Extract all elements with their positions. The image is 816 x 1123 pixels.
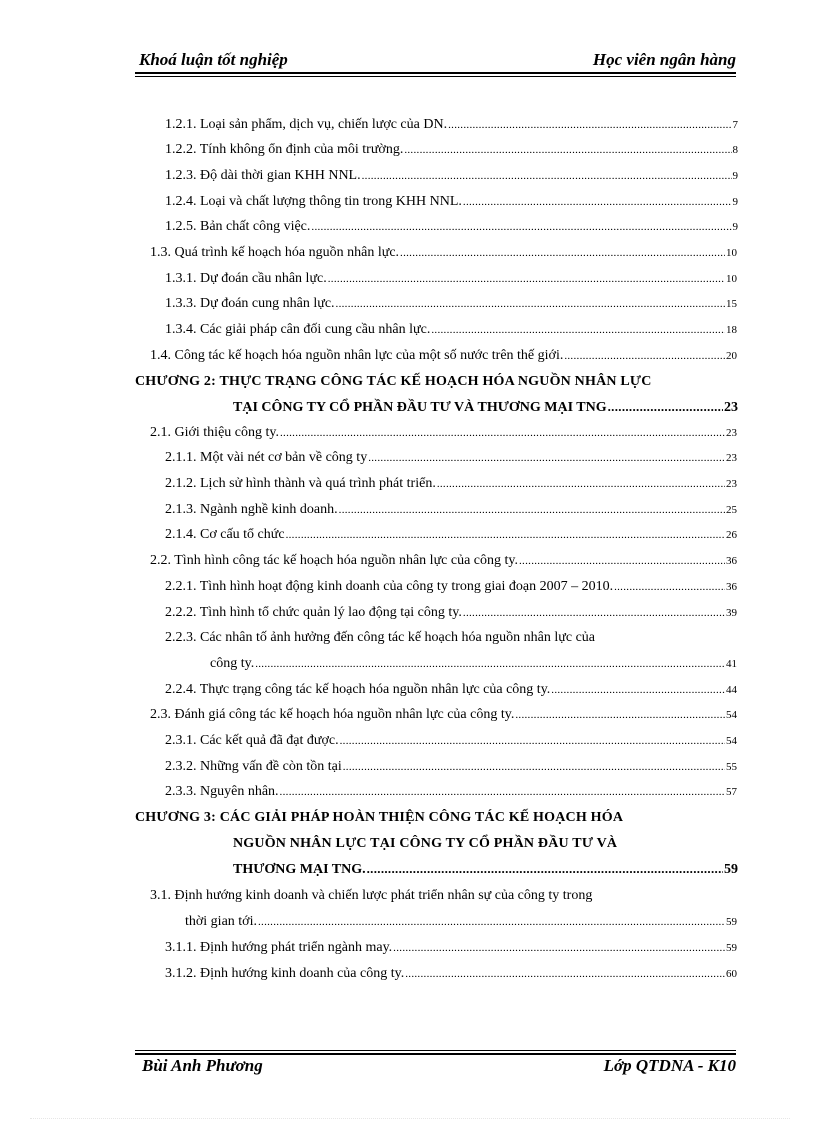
footer-rule-thin [135, 1050, 736, 1051]
toc-entry[interactable]: 2.1. Giới thiệu công ty. ..... 23 [150, 423, 737, 443]
header-rule-thin [135, 76, 736, 77]
header-rule [135, 72, 736, 74]
toc-entry[interactable]: công ty. ..... 41 [210, 654, 737, 674]
toc-entry[interactable]: 2.2.1. Tình hình hoạt động kinh doanh của công ty trong giai đoạn 2007 – 2010. ..... 36 [165, 577, 737, 597]
toc-entry[interactable]: 2.1.4. Cơ cấu tổ chức ..... 26 [165, 525, 737, 545]
toc-entry[interactable]: 1.3.3. Dự đoán cung nhân lực. ..... 15 [165, 294, 737, 314]
toc-entry[interactable]: 1.4. Công tác kế hoạch hóa nguồn nhân lực của một số nước trên thế giới. ..... 20 [150, 346, 737, 366]
header-right: Học viên ngân hàng [592, 50, 736, 69]
toc-entry[interactable]: 2.3. Đánh giá công tác kế hoạch hóa nguồn nhân lực của công ty. ..... 54 [150, 705, 737, 725]
chapter-heading[interactable]: CHƯƠNG 2: THỰC TRẠNG CÔNG TÁC KẾ HOẠCH HÓA NGUỒN NHÂN LỰC [135, 374, 652, 389]
toc-entry[interactable]: TẠI CÔNG TY CỔ PHẦN ĐẦU TƯ VÀ THƯƠNG MẠI TNG ..... 23 [233, 397, 738, 417]
toc-entry[interactable]: 1.2.5. Bản chất công việc. ..... 9 [165, 217, 738, 237]
toc-entry[interactable]: 1.2.4. Loại và chất lượng thông tin trong KHH NNL. ..... 9 [165, 192, 738, 212]
toc-entry[interactable]: 2.2.2. Tình hình tổ chức quản lý lao động tại công ty. ..... 39 [165, 603, 737, 623]
toc-entry[interactable]: 1.2.1. Loại sản phẩm, dịch vụ, chiến lược của DN. ..... 7 [165, 115, 738, 135]
footer-right: Lớp QTDNA - K10 [603, 1056, 736, 1075]
page-header [135, 50, 736, 70]
toc-entry[interactable]: 1.2.2. Tính không ổn định của môi trường. ..... 8 [165, 140, 738, 160]
toc-entry-continued[interactable]: 2.2.3. Các nhân tố ảnh hưởng đến công tác kế hoạch hóa nguồn nhân lực của [165, 630, 596, 645]
toc-entry[interactable]: 1.3. Quá trình kế hoạch hóa nguồn nhân lực. ..... 10 [150, 243, 737, 263]
toc-entry[interactable]: THƯƠNG MẠI TNG. ..... 59 [233, 859, 738, 879]
footer-left: Bùi Anh Phương [142, 1056, 263, 1075]
page-footer [135, 1056, 736, 1076]
toc-entry[interactable]: thời gian tới. ..... 59 [185, 912, 737, 932]
toc-entry-continued[interactable]: 3.1. Định hướng kinh doanh và chiến lược phát triển nhân sự của công ty trong [150, 888, 593, 903]
toc-entry[interactable]: 2.1.1. Một vài nét cơ bản về công ty ..... 23 [165, 448, 737, 468]
toc-entry[interactable]: 1.3.1. Dự đoán cầu nhân lực. ..... 10 [165, 269, 737, 289]
header-left: Khoá luận tốt nghiệp [139, 50, 288, 69]
chapter-heading[interactable]: CHƯƠNG 3: CÁC GIẢI PHÁP HOÀN THIỆN CÔNG TÁC KẾ HOẠCH HÓA [135, 810, 624, 825]
toc-entry[interactable]: 2.2.4. Thực trạng công tác kế hoạch hóa nguồn nhân lực của công ty. ..... 44 [165, 680, 737, 700]
toc-entry[interactable]: 2.1.3. Ngành nghề kinh doanh. ..... 25 [165, 500, 737, 520]
toc-entry[interactable]: 2.3.1. Các kết quả đã đạt được. ..... 54 [165, 731, 737, 751]
toc-entry[interactable]: 1.2.3. Độ dài thời gian KHH NNL. ..... 9 [165, 166, 738, 186]
toc-entry[interactable]: 2.3.3. Nguyên nhân. ..... 57 [165, 782, 737, 802]
toc-entry[interactable]: 3.1.2. Định hướng kinh doanh của công ty. ..... 60 [165, 964, 737, 984]
toc-entry[interactable]: 2.1.2. Lịch sử hình thành và quá trình phát triển. ..... 23 [165, 474, 737, 494]
toc-entry[interactable]: 2.3.2. Những vấn đề còn tồn tại ..... 55 [165, 757, 737, 777]
page-bottom-edge [30, 1118, 790, 1119]
toc-entry[interactable]: 1.3.4. Các giải pháp cân đối cung cầu nhân lực. ..... 18 [165, 320, 737, 340]
toc-entry[interactable]: 3.1.1. Định hướng phát triển ngành may. ..... 59 [165, 938, 737, 958]
chapter-heading-continued[interactable]: NGUỒN NHÂN LỰC TẠI CÔNG TY CỔ PHẦN ĐẦU TƯ VÀ [233, 836, 618, 851]
toc-entry[interactable]: 2.2. Tình hình công tác kế hoạch hóa nguồn nhân lực của công ty. ..... 36 [150, 551, 737, 571]
footer-rule [135, 1053, 736, 1055]
